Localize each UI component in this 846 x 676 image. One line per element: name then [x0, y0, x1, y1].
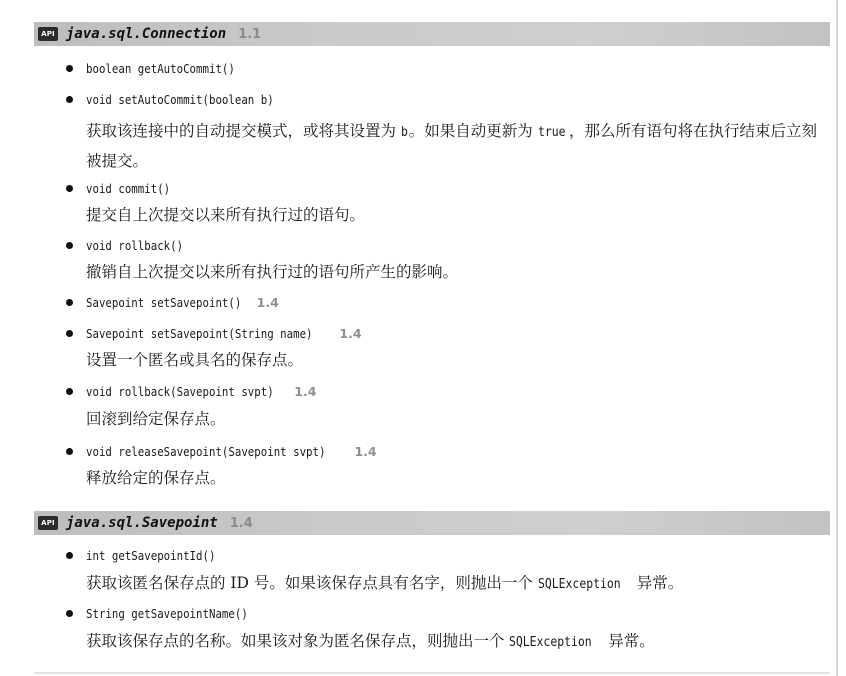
- method-signature: boolean getAutoCommit(): [86, 60, 235, 76]
- since-version: 1.4: [354, 443, 377, 459]
- page-edge-rule: [836, 0, 838, 676]
- bullet-icon: [66, 96, 73, 103]
- api-class-name: java.sql.Connection: [66, 26, 227, 42]
- method-signature: void commit(): [86, 180, 171, 196]
- inline-code: b: [400, 125, 408, 140]
- description-text: 。如果自动更新为: [408, 122, 538, 140]
- bullet-icon: [66, 448, 73, 455]
- method-entry: [66, 603, 274, 623]
- method-entry: [66, 323, 362, 343]
- inline-code: SQLException: [537, 577, 621, 592]
- description-text: 获取该匿名保存点的 ID 号。如果该保存点具有名字，则抛出一个: [86, 574, 538, 592]
- description-text: 异常。: [603, 632, 655, 650]
- method-entry: [66, 545, 237, 565]
- bullet-icon: [66, 185, 73, 192]
- description-text: 异常。: [631, 574, 684, 592]
- method-entry: [66, 178, 184, 198]
- method-signature: void releaseSavepoint(Savepoint svpt): [86, 443, 326, 459]
- api-header-savepoint: [34, 511, 830, 535]
- bullet-icon: [66, 242, 73, 249]
- method-description: [86, 569, 821, 599]
- bullet-icon: [66, 388, 73, 395]
- api-header-connection: [34, 22, 830, 46]
- method-entry: [66, 235, 199, 255]
- bullet-icon: [66, 552, 73, 559]
- since-version: 1.4: [339, 325, 362, 341]
- method-signature: void rollback(): [86, 237, 184, 253]
- inline-code: SQLException: [509, 635, 593, 650]
- bullet-icon: [66, 299, 73, 306]
- method-entry: [66, 381, 316, 401]
- method-signature: void setAutoCommit(boolean b): [86, 91, 274, 107]
- method-signature: void rollback(Savepoint svpt): [86, 383, 274, 399]
- method-signature: String getSavepointName(): [86, 605, 248, 621]
- description-text: 获取该保存点的名称。如果该对象为匿名保存点，则抛出一个: [86, 632, 510, 650]
- method-description: [86, 117, 821, 175]
- method-description: 设置一个匿名或具名的保存点。: [86, 351, 304, 369]
- api-icon: API: [38, 27, 58, 41]
- api-version: 1.4: [229, 515, 253, 531]
- method-description: [86, 627, 821, 657]
- method-description: 提交自上次提交以来所有执行过的语句。: [86, 206, 366, 224]
- method-description: 释放给定的保存点。: [86, 469, 226, 487]
- method-description: 撤销自上次提交以来所有执行过的语句所产生的影响。: [86, 263, 459, 281]
- bullet-icon: [66, 610, 73, 617]
- description-text: ，那么所有语句将在执行结束后立刻被提交。: [86, 122, 818, 170]
- api-icon: API: [38, 516, 58, 530]
- api-version: 1.1: [238, 26, 262, 42]
- bullet-icon: [66, 65, 73, 72]
- since-version: 1.4: [256, 294, 279, 310]
- method-description: 回滚到给定保存点。: [86, 410, 226, 428]
- bullet-icon: [66, 330, 73, 337]
- method-entry: [66, 292, 279, 312]
- since-version: 1.4: [294, 383, 317, 399]
- method-signature: Savepoint setSavepoint(String name): [86, 325, 313, 341]
- method-signature: int getSavepointId(): [86, 547, 216, 563]
- bottom-rule: [34, 672, 830, 674]
- description-text: 获取该连接中的自动提交模式，或将其设置为: [86, 122, 401, 140]
- method-entry: [66, 58, 259, 78]
- method-signature: Savepoint setSavepoint(): [86, 294, 242, 310]
- method-entry: [66, 441, 377, 461]
- api-class-name: java.sql.Savepoint: [66, 515, 218, 531]
- inline-code: true: [537, 125, 566, 140]
- method-entry: [66, 89, 304, 109]
